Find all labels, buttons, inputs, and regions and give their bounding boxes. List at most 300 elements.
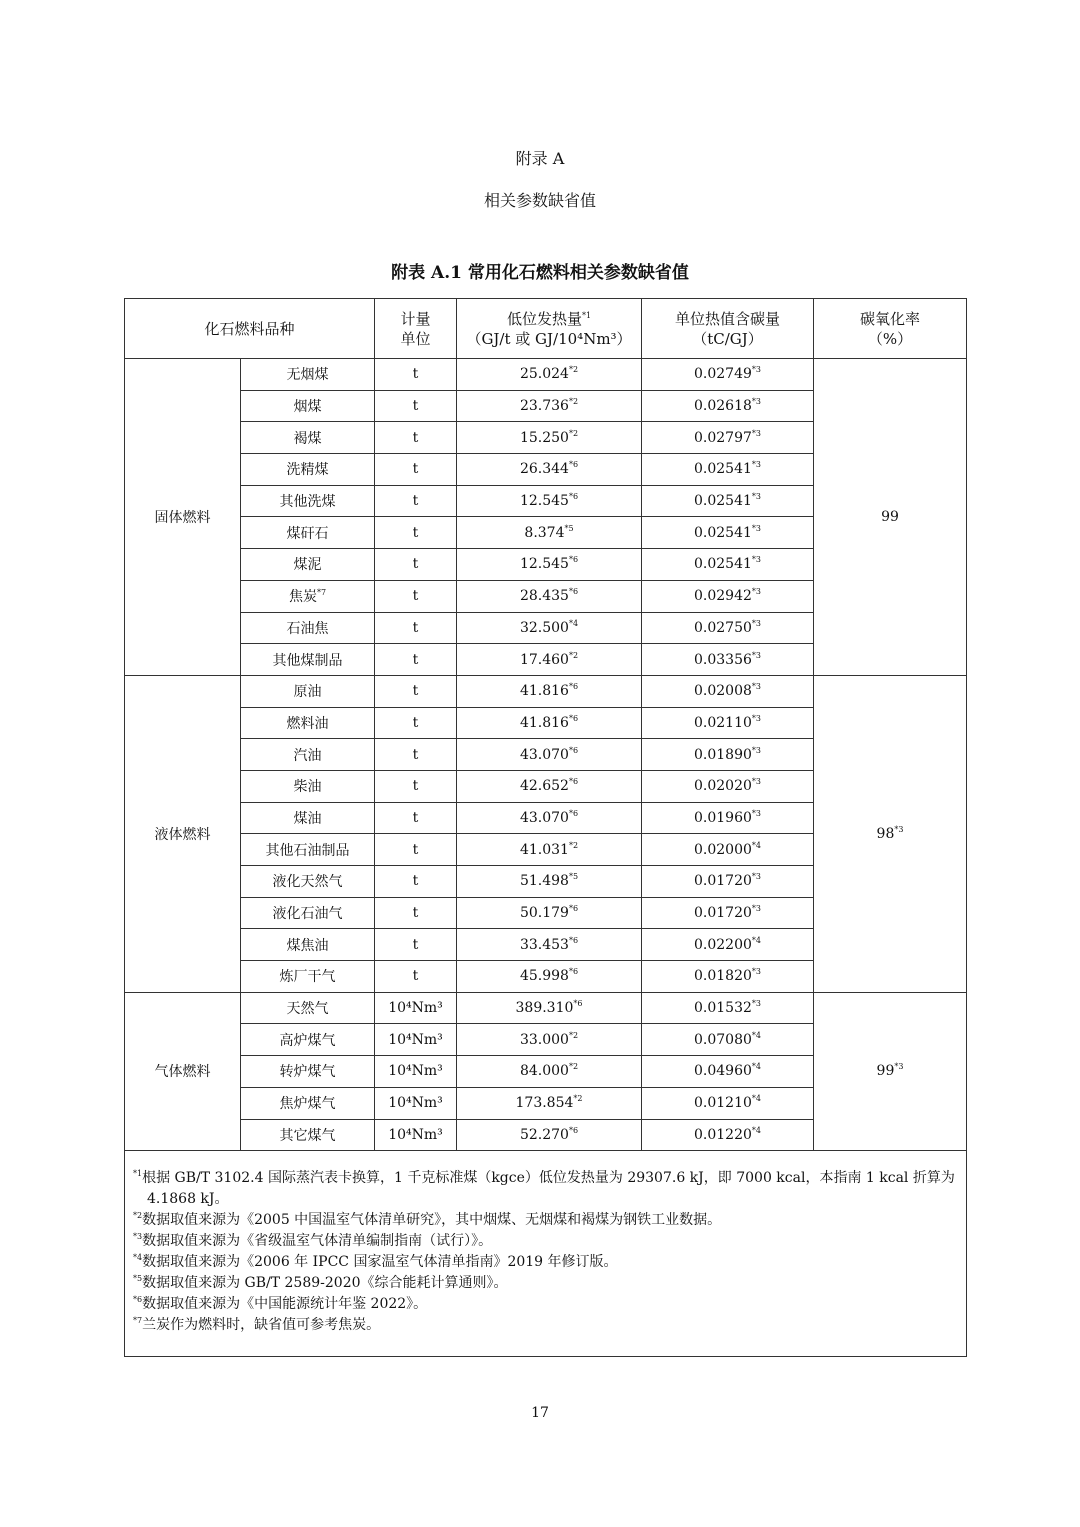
ncv [457,675,642,707]
unit-value: t [412,461,419,478]
unit-value: 10⁴Nm³ [388,1126,443,1143]
ncv-footnote-ref: *6 [568,808,579,818]
footnote-text: 数据取值来源为《2005 中国温室气体清单研究》，其中烟煤、无烟煤和褐煤为钢铁工业数据。 [142,1212,722,1228]
fuel-name [241,961,375,993]
ncv-value: 389.310 [515,1000,574,1017]
ncv-value: 45.998 [519,968,569,985]
ncv-footnote-ref: *2 [568,365,579,375]
ncv [457,1056,642,1088]
carbon-content [642,485,814,517]
unit [375,897,457,929]
ncv [457,802,642,834]
oxidation-rate-footnote-ref: *3 [894,824,904,834]
ncv [457,707,642,739]
unit [375,517,457,549]
unit-value: t [412,683,419,700]
carbon-content-footnote-ref: *3 [751,523,761,533]
header-ncv-label: 低位发热量 [506,309,582,328]
fuel-name [241,992,375,1024]
oxidation-rate [814,359,967,676]
fuel-name [241,739,375,771]
ncv-footnote-ref: *6 [568,935,579,945]
ncv [457,517,642,549]
ncv-value: 50.179 [519,905,569,922]
carbon-content [642,1024,814,1056]
carbon-content-value: 0.01720 [694,905,752,922]
ncv-footnote-ref: *2 [573,1094,583,1104]
footnote-mark: *1 [133,1169,143,1178]
fuel-category-value: 液体燃料 [154,826,211,843]
ncv [457,961,642,993]
ncv-footnote-ref: *6 [568,555,579,565]
unit-value: t [412,841,419,858]
carbon-content-footnote-ref: *4 [751,935,761,945]
carbon-content-value: 0.02942 [694,588,752,605]
ncv-value: 23.736 [519,398,569,415]
ncv-footnote-ref: *6 [568,1125,579,1135]
ncv-footnote-ref: *6 [568,682,579,692]
ncv [457,580,642,612]
unit [375,770,457,802]
ncv [457,1119,642,1151]
ncv-footnote-ref: *6 [568,904,579,914]
fuel-name [241,707,375,739]
footnote-mark: *7 [133,1316,143,1325]
appendix-title: 附录 A [515,149,565,168]
carbon-content [642,866,814,898]
fuel-name [241,675,375,707]
ncv-value: 17.460 [519,651,569,668]
unit-value: t [412,619,419,636]
carbon-content [642,961,814,993]
unit [375,739,457,771]
ncv-value: 32.500 [519,619,569,636]
ncv [457,1024,642,1056]
carbon-content [642,929,814,961]
fuel-name [241,422,375,454]
carbon-content-value: 0.02541 [694,556,752,573]
ncv-value: 33.453 [519,936,569,953]
ncv-footnote-ref: *4 [568,618,579,628]
unit [375,580,457,612]
unit [375,454,457,486]
ncv-footnote-ref: *2 [568,1030,579,1040]
fuel-name-value: 煤焦油 [286,937,329,954]
ncv-value: 51.498 [519,873,569,890]
ncv [457,612,642,644]
fuel-name-value: 其他石油制品 [265,842,350,859]
carbon-content-footnote-ref: *4 [751,1030,761,1040]
header-carbon [642,299,814,359]
ncv-value: 28.435 [519,588,569,605]
carbon-content-value: 0.02541 [694,493,752,510]
ncv-value: 25.024 [519,366,569,383]
carbon-content [642,707,814,739]
footnote [133,1294,966,1315]
ncv [457,422,642,454]
unit-value: 10⁴Nm³ [388,1063,443,1080]
carbon-content [642,992,814,1024]
ncv [457,929,642,961]
unit-value: t [412,968,419,985]
header-ncv-sup: *1 [581,310,592,320]
fuel-name-value: 液化石油气 [272,906,343,923]
fuel-name-value: 其他煤制品 [272,652,343,669]
fuel-name [241,897,375,929]
carbon-content-value: 0.03356 [694,651,752,668]
carbon-content-value: 0.01220 [694,1126,752,1143]
footnote [133,1168,966,1210]
ncv-footnote-ref: *2 [568,397,579,407]
carbon-content-value: 0.02110 [694,714,752,731]
ncv-value: 43.070 [519,746,569,763]
footnote-mark: *6 [133,1295,143,1304]
carbon-content-value: 0.02750 [694,619,752,636]
unit [375,866,457,898]
table-caption: 附表 A.1 常用化石燃料相关参数缺省值 [391,263,689,283]
fuel-name-value: 焦炭 [288,589,317,606]
ncv-value: 42.652 [519,778,569,795]
header-oxidation-unit: （%） [867,329,913,348]
unit-value: t [412,778,419,795]
oxidation-rate [814,675,967,992]
ncv-footnote-ref: *2 [568,1062,579,1072]
unit-value: t [412,429,419,446]
header-unit-line1: 计量 [400,309,431,328]
fuel-name-value: 褐煤 [293,430,322,447]
page-number: 17 [531,1405,549,1421]
footnote-text: 数据取值来源为 GB/T 2589-2020《综合能耗计算通则》。 [142,1275,508,1291]
unit [375,612,457,644]
table-header-row [125,299,967,359]
unit-value: t [412,493,419,510]
fuel-name-footnote-ref: *7 [316,588,327,598]
ncv-value: 41.031 [519,841,569,858]
carbon-content [642,675,814,707]
ncv [457,644,642,676]
fuel-name-value: 转炉煤气 [279,1064,336,1081]
ncv-value: 41.816 [519,714,569,731]
carbon-content-value: 0.01532 [694,1000,752,1017]
carbon-content-value: 0.02200 [694,936,752,953]
carbon-content-footnote-ref: *3 [751,460,761,470]
fuel-name [241,1119,375,1151]
ncv-value: 15.250 [519,429,569,446]
carbon-content [642,1056,814,1088]
appendix-subtitle: 相关参数缺省值 [483,191,596,210]
carbon-content-footnote-ref: *3 [751,967,761,977]
carbon-content-value: 0.02797 [694,429,752,446]
unit [375,1119,457,1151]
table-row [125,359,967,391]
unit-value: t [412,556,419,573]
header-unit-line2: 单位 [400,329,431,348]
carbon-content-footnote-ref: *3 [751,745,761,755]
header-oxidation-label: 碳氧化率 [859,309,920,328]
carbon-content-footnote-ref: *3 [751,492,761,502]
unit [375,1056,457,1088]
carbon-content-value: 0.01960 [694,809,752,826]
carbon-content-footnote-ref: *3 [751,999,761,1009]
carbon-content-value: 0.02541 [694,461,752,478]
fuel-name-value: 其它煤气 [279,1127,336,1144]
ncv [457,549,642,581]
ncv-value: 26.344 [519,461,569,478]
header-carbon-label: 单位热值含碳量 [674,309,780,328]
carbon-content [642,454,814,486]
unit [375,390,457,422]
ncv-value: 12.545 [519,556,569,573]
carbon-content-footnote-ref: *3 [751,428,761,438]
fuel-name [241,1056,375,1088]
fuel-name-value: 天然气 [286,1001,329,1018]
unit-value: t [412,936,419,953]
ncv [457,866,642,898]
fuel-name-value: 燃料油 [286,715,329,732]
carbon-content-value: 0.02618 [694,398,752,415]
footnote-text: 根据 GB/T 3102.4 国际蒸汽表卡换算，1 千克标准煤（kgce）低位发热量为 29307.6 kJ，即 7000 kcal，本指南 1 kcal 折算为 4.1868 kJ。 [142,1170,955,1207]
ncv [457,390,642,422]
fuel-name [241,802,375,834]
footnote-text: 兰炭作为燃料时，缺省值可参考焦炭。 [142,1317,381,1333]
unit [375,834,457,866]
fuel-name [241,834,375,866]
unit [375,422,457,454]
unit-value: t [412,809,419,826]
footnote-text: 数据取值来源为《中国能源统计年鉴 2022》。 [142,1296,428,1312]
unit-value: t [412,905,419,922]
ncv-footnote-ref: *2 [568,428,579,438]
oxidation-rate-value: 98 [876,825,895,842]
ncv [457,359,642,391]
unit-value: t [412,524,419,541]
ncv [457,770,642,802]
ncv-footnote-ref: *6 [568,587,579,597]
fuel-name-value: 煤油 [293,810,322,827]
carbon-content [642,390,814,422]
footnote-mark: *5 [133,1274,143,1283]
unit-value: t [412,746,419,763]
fuel-name [241,580,375,612]
carbon-content-value: 0.01720 [694,873,752,890]
unit [375,992,457,1024]
fuel-name-value: 液化天然气 [272,874,343,891]
footnote-mark: *2 [133,1211,143,1220]
footnote-text: 数据取值来源为《省级温室气体清单编制指南（试行）》。 [142,1233,493,1249]
fuel-name-value: 焦炉煤气 [279,1096,336,1113]
footnote [133,1231,966,1252]
ncv-value: 173.854 [515,1095,574,1112]
footnote [133,1252,966,1273]
fuel-name [241,612,375,644]
carbon-content [642,770,814,802]
ncv-footnote-ref: *6 [568,460,579,470]
fuel-name [241,549,375,581]
unit [375,1024,457,1056]
fuel-name [241,390,375,422]
header-ncv [457,299,642,359]
fuel-name [241,517,375,549]
carbon-content-footnote-ref: *3 [751,777,761,787]
carbon-content-value: 0.02020 [694,778,752,795]
unit-value: t [412,651,419,668]
carbon-content-footnote-ref: *3 [751,555,761,565]
fuel-name [241,770,375,802]
footnote [133,1210,966,1231]
fuel-category-value: 固体燃料 [154,509,211,526]
carbon-content-footnote-ref: *3 [751,808,761,818]
unit [375,802,457,834]
ncv [457,897,642,929]
fuel-name-value: 煤矸石 [286,525,329,542]
fuel-name-value: 石油焦 [286,620,329,637]
footnote [133,1273,966,1294]
carbon-content [642,739,814,771]
carbon-content [642,359,814,391]
ncv-footnote-ref: *6 [568,713,579,723]
ncv-value: 33.000 [519,1031,569,1048]
fuel-category [125,359,241,676]
carbon-content [642,1119,814,1151]
fuel-name [241,454,375,486]
carbon-content-footnote-ref: *3 [751,904,761,914]
unit-value: t [412,366,419,383]
unit-value: t [412,714,419,731]
fuel-name [241,359,375,391]
header-oxidation [814,299,967,359]
unit [375,549,457,581]
unit-value: t [412,398,419,415]
carbon-content-footnote-ref: *4 [751,840,761,850]
ncv-value: 43.070 [519,809,569,826]
carbon-content-value: 0.02008 [694,683,752,700]
ncv-footnote-ref: *5 [568,872,579,882]
unit [375,485,457,517]
carbon-content-footnote-ref: *3 [751,587,761,597]
carbon-content [642,517,814,549]
ncv-value: 84.000 [519,1063,569,1080]
header-fuel: 化石燃料品种 [125,299,375,359]
ncv-value: 52.270 [519,1126,569,1143]
fuel-name-value: 炼厂干气 [279,969,336,986]
fuel-name-value: 煤泥 [293,557,322,574]
ncv-footnote-ref: *6 [568,745,579,755]
fuel-name-value: 汽油 [293,747,322,764]
carbon-content [642,644,814,676]
carbon-content-value: 0.02000 [694,841,752,858]
fuel-name [241,866,375,898]
footnote-text: 数据取值来源为《2006 年 IPCC 国家温室气体清单指南》2019 年修订版。 [142,1254,618,1270]
ncv-footnote-ref: *2 [568,650,579,660]
ncv-value: 12.545 [519,493,569,510]
carbon-content [642,897,814,929]
carbon-content [642,834,814,866]
fuel-parameters-table [124,298,967,1151]
ncv-footnote-ref: *6 [573,999,583,1009]
carbon-content-value: 0.01820 [694,968,752,985]
unit [375,961,457,993]
ncv-footnote-ref: *6 [568,967,579,977]
oxidation-rate [814,992,967,1150]
fuel-category [125,992,241,1150]
carbon-content-value: 0.01210 [694,1095,752,1112]
ncv [457,454,642,486]
fuel-name [241,644,375,676]
carbon-content-footnote-ref: *3 [751,872,761,882]
carbon-content-value: 0.02749 [694,366,752,383]
carbon-content-footnote-ref: *3 [751,650,761,660]
fuel-name-value: 柴油 [293,779,322,796]
carbon-content-footnote-ref: *4 [751,1062,761,1072]
footnote [133,1315,966,1336]
unit [375,929,457,961]
fuel-name-value: 原油 [293,684,322,701]
fuel-name-value: 烟煤 [293,399,322,416]
carbon-content-footnote-ref: *4 [751,1125,761,1135]
ncv [457,739,642,771]
carbon-content [642,422,814,454]
table-notes [124,1151,967,1357]
unit-value: 10⁴Nm³ [388,1095,443,1112]
carbon-content [642,802,814,834]
fuel-name-value: 无烟煤 [286,367,329,384]
carbon-content [642,1087,814,1119]
ncv-footnote-ref: *6 [568,492,579,502]
carbon-content-footnote-ref: *3 [751,397,761,407]
fuel-category-value: 气体燃料 [154,1064,211,1081]
carbon-content [642,612,814,644]
oxidation-rate-value: 99 [876,1063,895,1080]
header-unit [375,299,457,359]
carbon-content-footnote-ref: *3 [751,365,761,375]
unit [375,707,457,739]
carbon-content-footnote-ref: *4 [751,1094,761,1104]
table-row [125,992,967,1024]
fuel-name-value: 高炉煤气 [279,1032,336,1049]
footnote-mark: *3 [133,1232,143,1241]
unit-value: 10⁴Nm³ [388,1031,443,1048]
ncv-value: 41.816 [519,683,569,700]
ncv-value: 8.374 [524,524,565,541]
oxidation-rate-value: 99 [881,508,899,525]
oxidation-rate-footnote-ref: *3 [894,1062,904,1072]
fuel-name [241,485,375,517]
fuel-name [241,1024,375,1056]
fuel-category [125,675,241,992]
carbon-content [642,549,814,581]
carbon-content-footnote-ref: *3 [751,713,761,723]
fuel-name [241,929,375,961]
unit-value: 10⁴Nm³ [388,1000,443,1017]
fuel-name-value: 洗精煤 [286,462,329,479]
ncv [457,485,642,517]
header-carbon-unit: （tC/GJ） [692,329,763,348]
unit [375,359,457,391]
carbon-content-footnote-ref: *3 [751,682,761,692]
ncv [457,834,642,866]
ncv [457,992,642,1024]
fuel-name [241,1087,375,1119]
unit-value: t [412,873,419,890]
ncv-footnote-ref: *2 [568,840,579,850]
footnote-mark: *4 [133,1253,143,1262]
unit [375,675,457,707]
table-row [125,675,967,707]
unit [375,644,457,676]
ncv-footnote-ref: *5 [564,523,574,533]
carbon-content-value: 0.01890 [694,746,752,763]
carbon-content-value: 0.02541 [694,524,752,541]
